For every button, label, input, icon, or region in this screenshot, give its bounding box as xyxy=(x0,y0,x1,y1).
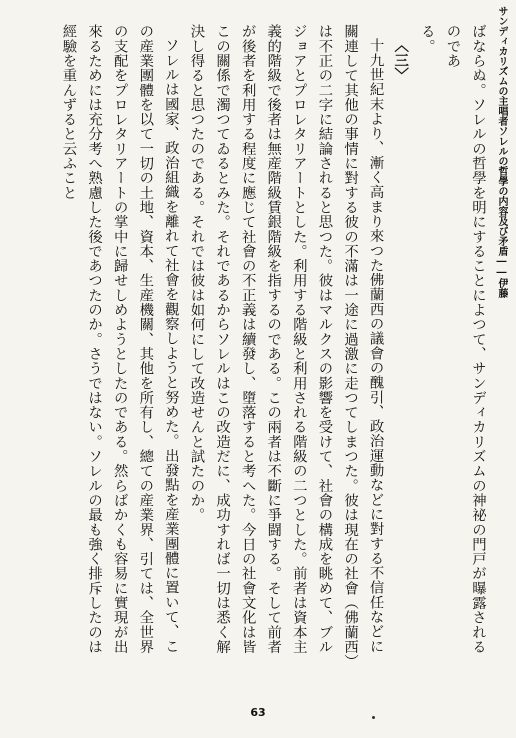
body-text xyxy=(28,24,490,664)
paragraph: ソレルは國家、政治組織を離れて社會を觀察しようと努めた。出發點を産業團體に置いて、この産業團體を以て一切の土地、資本、生産機關、其他を所有し、總ての産業界、引ては、全世界の支配をプロレタリアートの掌中に歸せしめようとしたのである。然らばかくも容易に實現が出來るためには充分考へ熟慮した後であつたのか。さうではない。ソレルの最も強く排斥したのは經驗を重んずると云ふこと xyxy=(60,24,179,654)
paragraph: 十九世紀末より、漸く高まり來つた佛蘭西の議會の醜引、政治運動などに對する不信任などに關連して其他の事情に對する彼の不滿は一途に過激に走つてしまつた。彼は現在の社會（佛蘭西）は不正の二字に結論されると思つた。彼はマルクスの影響を受けて、社會の構成を眺めて、ブルジョアとプロレタリアートとした。利用する階級と利用される階級の二つとした。前者は資本主義的階級で後者は無産階級賃銀階級を指するのである。この兩者は不斷に爭闘する。そして前者が後者を利用する程度に應じて社會の不正義は續發し、墮落すると考へた。今日の社會文化は皆この關係で濁つてゐるとみた。それであるからソレルはこの改造だに、成功すれば一切は悉く解決し得ると思つたのである。それでは彼は如何にして改造せんと試たのか。 xyxy=(188,24,384,662)
running-header: サンディカリズムの主唱者ソレルの哲學の内容及び矛盾――伊藤 xyxy=(496,6,507,298)
section-heading: 〈三〉 xyxy=(392,38,410,82)
print-speck xyxy=(372,716,375,719)
paragraph-continuation: ばならぬ。ソレルの哲學を明にすることによつて、サンディカリズムの神祕の門戸が曝露されるのであ xyxy=(444,24,486,654)
page-number: 63 xyxy=(250,706,266,719)
paragraph-continuation-end: る。 xyxy=(418,24,435,54)
